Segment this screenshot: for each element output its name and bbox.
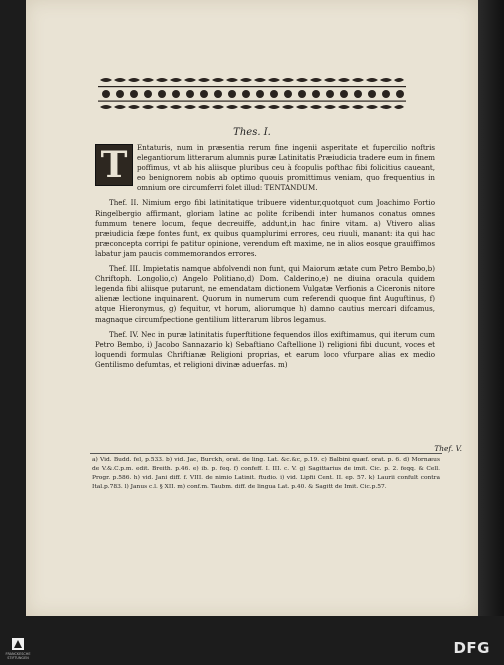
ornament-border [98, 76, 406, 112]
page-edge [478, 0, 504, 616]
next-thesis-heading: Thef. V. [434, 444, 462, 453]
dropcap [95, 144, 133, 186]
stamp-text: FRANCKESCHE STIFTUNGEN [5, 652, 31, 660]
paragraph-2: Thef. II. Nimium ergo fibi latinitatique tribuere videntur,quotquot cum Joachimo Fortio Ringelbergio affirmant, gloriam latine ac polite fcribendi inter humanos conatus omnes fummum tenere locum, feque decreuiffe, addunt,in hac finire vitam. a) Vtivero alias præiudicia fæpe fontes funt, ex quibus quamplurimi errores, ceu riuuli, manant: ita qui hac præconcepta corripi fe patitur opinione, verendum eft maxime, ne in alios eosque grauiffimos labatur jam paucis commemorandos errores. [95, 198, 435, 258]
dropcap-letter: T [100, 144, 128, 186]
thesis-heading: Thes. I. [233, 127, 271, 138]
paragraph-3: Thef. III. Impietatis namque abfolvendi non funt, qui Maiorum ætate cum Petro Bembo,b) Chriftoph. Longolio,c) Angelo Politiano,d) Dom. Calderino,e) ne diuina oracula quidem legenda fibi aliisque putarunt, ne emendatam dictionem Vulgatæ Verfionis a Ciceronis nitore alienæ lectione inquinarent. Quorum in numerum cum referendi quoque fint Auguftinus, f) atque Hieronymus, g) fequitur, vt horum, aliorumque h) damno cautius mercari difcamus, magnaque circumfpectione gentilium litterarum libros legamus. [95, 264, 435, 324]
dfg-logo: DFG [453, 639, 490, 657]
footnote-rule [90, 453, 442, 454]
footnotes: a) Vid. Budd. fel, p.533. b) vid. Jac, Burckh, orat. de ling. Lat. &c.&c, p.19. c) Balbini quæf. orat. p. 6. d) Mornæus de V.&.C.p.m. edit. Breith. p.46. e) ib. p. feq. f) confeff. I. III. c. V. g) Sagittarius de imit. Cic. p. 2. feqq. & Cell. Progr. p.586. h) vid. Jani diff. f. VIII. de nimio Latinit. ftudio. i) vid. Lipfii Cent. II. ep. 57. k) Laurii confult contra Ital.p.783. l) Janus c.l. § XII. m) conf.m. Taubm. diff. de lingua Lat. p.40. & Sagitt de Imit. Cic.p.57. [92, 457, 440, 490]
paragraph-4: Thef. IV. Nec in puræ latinitatis fuperftitione fequendos illos exiftimamus, qui iterum cum Petro Bembo, i) Jacobo Sannazario k) Sebaftiano Caftellione l) religioni fibi ducunt, voces et loquendi formulas Chriftianæ Religioni proprias, et earum loco vfurpare alias ex medio Gentilismo defumtas, et religioni divinæ aduerfas. m) [95, 329, 435, 369]
paragraph-1: Entaturis, num in præsentia rerum fine ingenii asperitate et fupercilio noftris elegantiorum litterarum alumnis puræ Latinitatis Præiudicia tradere eum in finem poffimus, vt ab his aliisque pluribus ceu à fcopulis pofthac fibi folicitius caueant, eo benignorem nobis ab optimo quouis promittimus veniam, quo frequentius in omnium ore circumferri folet illud: TENTANDUM. [137, 143, 435, 193]
body-text [95, 143, 435, 375]
